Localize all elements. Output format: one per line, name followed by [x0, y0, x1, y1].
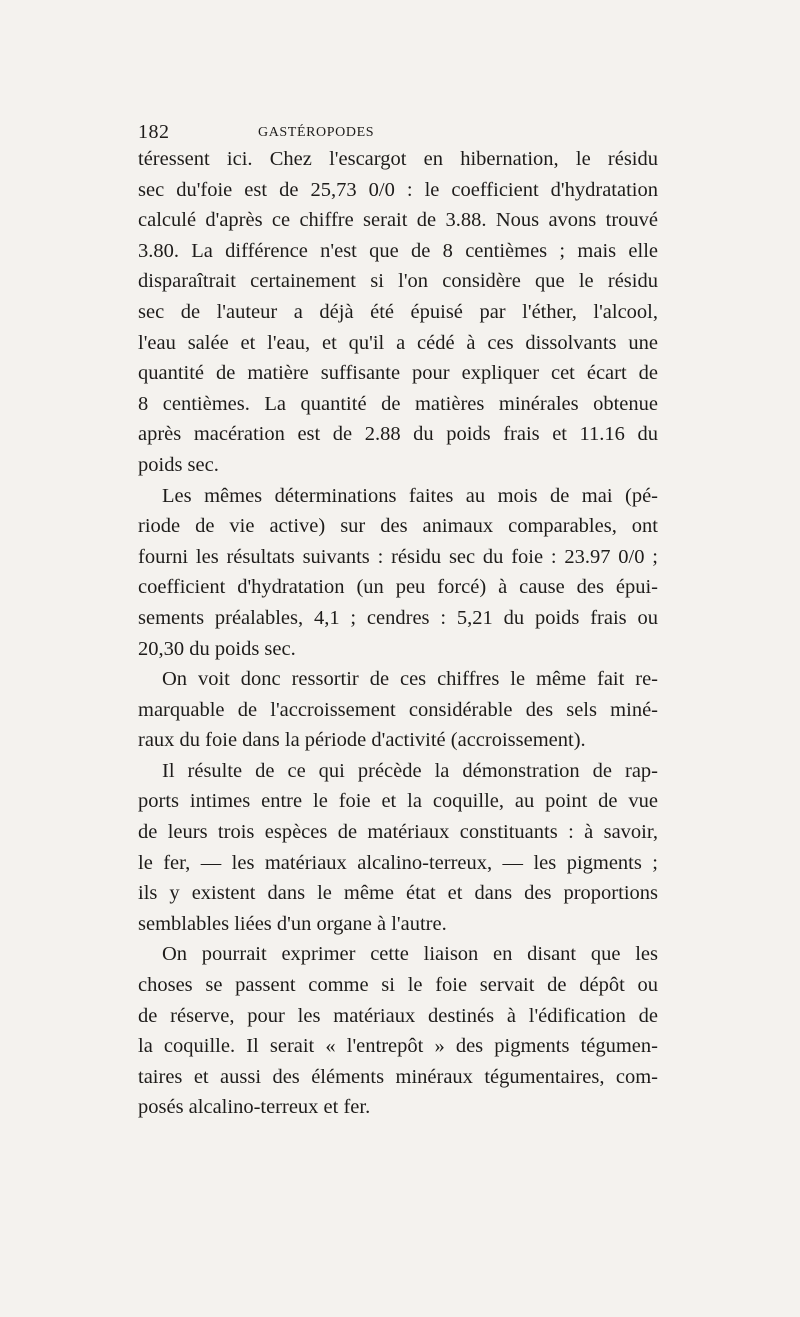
text-line: calculé d'après ce chiffre serait de 3.88. Nous avons trouvé	[138, 209, 658, 232]
text-line: 20,30 du poids sec.	[138, 637, 296, 660]
running-head: GASTÉROPODES	[258, 125, 375, 140]
text-line: posés alcalino-terreux et fer.	[138, 1096, 371, 1119]
text-line: marquable de l'accroissement considérable des sels miné-	[138, 698, 658, 721]
text-line: quantité de matière suffisante pour expliquer cet écart de	[138, 362, 658, 385]
text-line: 8 centièmes. La quantité de matières minérales obtenue	[138, 392, 658, 415]
text-line: ils y existent dans le même état et dans des proportions	[138, 882, 658, 905]
text-line: choses se passent comme si le foie servait de dépôt ou	[138, 974, 658, 997]
page-number: 182	[138, 121, 170, 143]
text-line: riode de vie active) sur des animaux comparables, ont	[138, 515, 658, 538]
body-text	[138, 144, 658, 1123]
text-line: après macération est de 2.88 du poids frais et 11.16 du	[138, 423, 658, 446]
text-line: de réserve, pour les matériaux destinés à l'édification de	[138, 1004, 658, 1027]
text-line: de leurs trois espèces de matériaux constituants : à savoir,	[138, 821, 658, 844]
text-line: On voit donc ressortir de ces chiffres le même fait re-	[162, 668, 658, 691]
text-line: 3.80. La différence n'est que de 8 centièmes ; mais elle	[138, 239, 658, 262]
text-line: disparaîtrait certainement si l'on considère que le résidu	[138, 270, 658, 293]
text-line: sec du'foie est de 25,73 0/0 : le coefficient d'hydratation	[138, 178, 658, 201]
text-line: On pourrait exprimer cette liaison en disant que les	[162, 943, 658, 966]
text-line: Il résulte de ce qui précède la démonstration de rap-	[162, 759, 658, 782]
text-line: téressent ici. Chez l'escargot en hibernation, le résidu	[138, 148, 658, 170]
text-line: sements préalables, 4,1 ; cendres : 5,21 du poids frais ou	[138, 606, 658, 629]
text-line: taires et aussi des éléments minéraux tégumentaires, com-	[138, 1065, 658, 1088]
text-line: le fer, — les matériaux alcalino-terreux, — les pigments ;	[138, 851, 658, 874]
text-line: poids sec.	[138, 453, 219, 476]
text-line: la coquille. Il serait « l'entrepôt » des pigments tégumen-	[138, 1035, 658, 1058]
text-line: Les mêmes déterminations faites au mois de mai (pé-	[162, 484, 658, 507]
text-line: coefficient d'hydratation (un peu forcé) à cause des épui-	[138, 576, 658, 599]
text-line: l'eau salée et l'eau, et qu'il a cédé à ces dissolvants une	[138, 331, 658, 354]
text-line: ports intimes entre le foie et la coquille, au point de vue	[138, 790, 658, 813]
text-line: fourni les résultats suivants : résidu sec du foie : 23.97 0/0 ;	[138, 545, 658, 568]
text-line: raux du foie dans la période d'activité (accroissement).	[138, 729, 586, 752]
text-line: semblables liées d'un organe à l'autre.	[138, 912, 447, 935]
text-line: sec de l'auteur a déjà été épuisé par l'éther, l'alcool,	[138, 300, 658, 323]
page-header	[138, 118, 658, 146]
